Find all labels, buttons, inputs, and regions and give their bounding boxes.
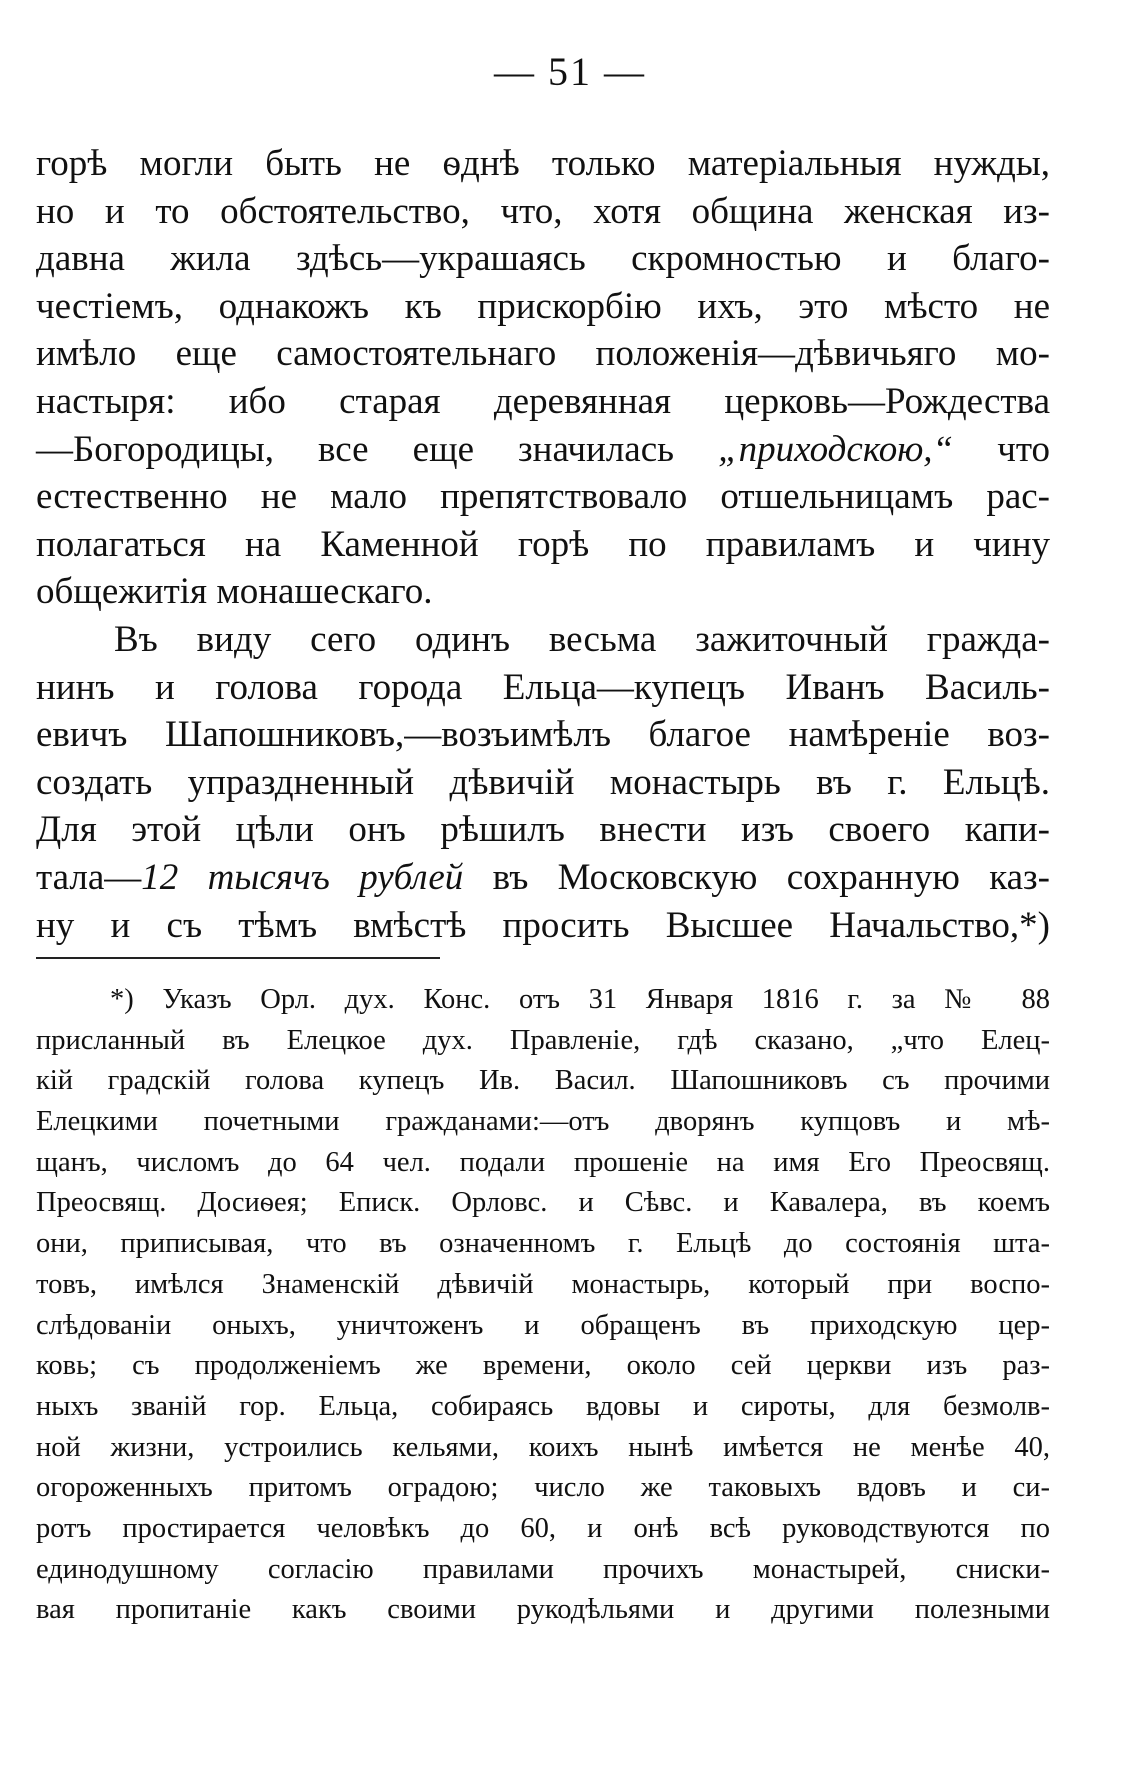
paragraph-1 xyxy=(36,140,1050,616)
text-run: въ Московскую сохранную каз- xyxy=(463,856,1050,898)
text-line: честіемъ, однакожъ къ прискорбію ихъ, это мѣсто не xyxy=(36,285,1050,327)
footnote-line: огороженныхъ притомъ оградою; число же таковыхъ вдовъ и си- xyxy=(36,1472,1050,1504)
italic-text: „приходскою,“ xyxy=(718,428,954,470)
text-run: тала— xyxy=(36,856,142,898)
text-line: ну и съ тѣмъ вмѣстѣ просить Высшее Начальство,*) xyxy=(36,904,1050,946)
main-text xyxy=(36,140,1050,949)
italic-text: 12 тысячъ рублей xyxy=(141,856,464,898)
text-line: давна жила здѣсь—украшаясь скромностью и благо- xyxy=(36,238,1050,280)
footnote-line: вая пропитаніе какъ своими рукодѣльями и другими полезными xyxy=(36,1594,1050,1626)
text-line: полагаться на Каменной горѣ по правиламъ и чину xyxy=(36,523,1050,565)
text-line: естественно не мало препятствовало отшельницамъ рас- xyxy=(36,476,1050,518)
footnote-line: единодушному согласію правилами прочихъ монастырей, сниски- xyxy=(36,1553,1050,1585)
footnote-line: они, приписывая, что въ означенномъ г. Ельцѣ до состоянія шта- xyxy=(36,1228,1050,1260)
text-line: Для этой цѣли онъ рѣшилъ внести изъ своего капи- xyxy=(36,809,1050,851)
footnote-line: присланный въ Елецкое дух. Правленіе, гдѣ сказано, „что Елец- xyxy=(36,1024,1050,1056)
footnote-line: ныхъ званій гор. Ельца, собираясь вдовы и сироты, для безмолв- xyxy=(36,1390,1050,1422)
text-line: общежитія монашескаго. xyxy=(36,571,433,613)
footnote-line: ковь; съ продолженіемъ же времени, около сей церкви изъ раз- xyxy=(36,1350,1050,1382)
paragraph-2 xyxy=(36,616,1050,949)
text-line: но и то обстоятельство, что, хотя община женская из- xyxy=(36,190,1050,232)
text-line: евичъ Шапошниковъ,—возъимѣлъ благое намѣреніе воз- xyxy=(36,714,1050,756)
text-line: горѣ могли быть не ѳднѣ только матеріальныя нужды, xyxy=(36,143,1050,184)
footnote xyxy=(36,980,1050,1631)
text-run: —Богородицы, все еще значилась xyxy=(36,428,719,470)
footnote-line: товъ, имѣлся Знаменскій дѣвичій монастырь, который при воспо- xyxy=(36,1268,1050,1300)
footnote-line: *) Указъ Орл. дух. Конс. отъ 31 Января 1816 г. за № 88 xyxy=(110,984,1050,1015)
text-line: Въ виду сего одинъ весьма зажиточный гражда- xyxy=(114,618,1050,660)
text-line: настыря: ибо старая деревянная церковь—Рождества xyxy=(36,380,1050,422)
footnote-line: ротъ простирается человѣкъ до 60, и онѣ всѣ руководствуются по xyxy=(36,1512,1050,1544)
text-line: имѣло еще самостоятельнаго положенія—дѣвичьяго мо- xyxy=(36,333,1050,375)
text-line: нинъ и голова города Ельца—купецъ Иванъ Василь- xyxy=(36,666,1050,708)
footnote-divider xyxy=(36,957,440,959)
footnote-line: ной жизни, устроились кельями, коихъ нынѣ имѣется не менѣе 40, xyxy=(36,1431,1050,1463)
footnote-line: слѣдованіи оныхъ, уничтоженъ и обращенъ въ приходскую цер- xyxy=(36,1309,1050,1341)
text-line: создать упраздненный дѣвичій монастырь въ г. Ельцѣ. xyxy=(36,761,1050,803)
text-line xyxy=(36,426,1050,474)
page-number: — 51 — xyxy=(494,49,646,94)
footnote-line: кій градскій голова купецъ Ив. Васил. Шапошниковъ съ прочими xyxy=(36,1065,1050,1097)
text-line xyxy=(36,854,1050,902)
footnote-line: щанъ, числомъ до 64 чел. подали прошеніе на имя Его Преосвящ. xyxy=(36,1146,1050,1178)
footnote-line: Преосвящ. Досиѳея; Еписк. Орловс. и Сѣвс. и Кавалера, въ коемъ xyxy=(36,1187,1050,1219)
footnote-line: Елецкими почетными гражданами:—отъ дворянъ купцовъ и мѣ- xyxy=(36,1106,1050,1138)
text-run: что xyxy=(953,428,1050,470)
